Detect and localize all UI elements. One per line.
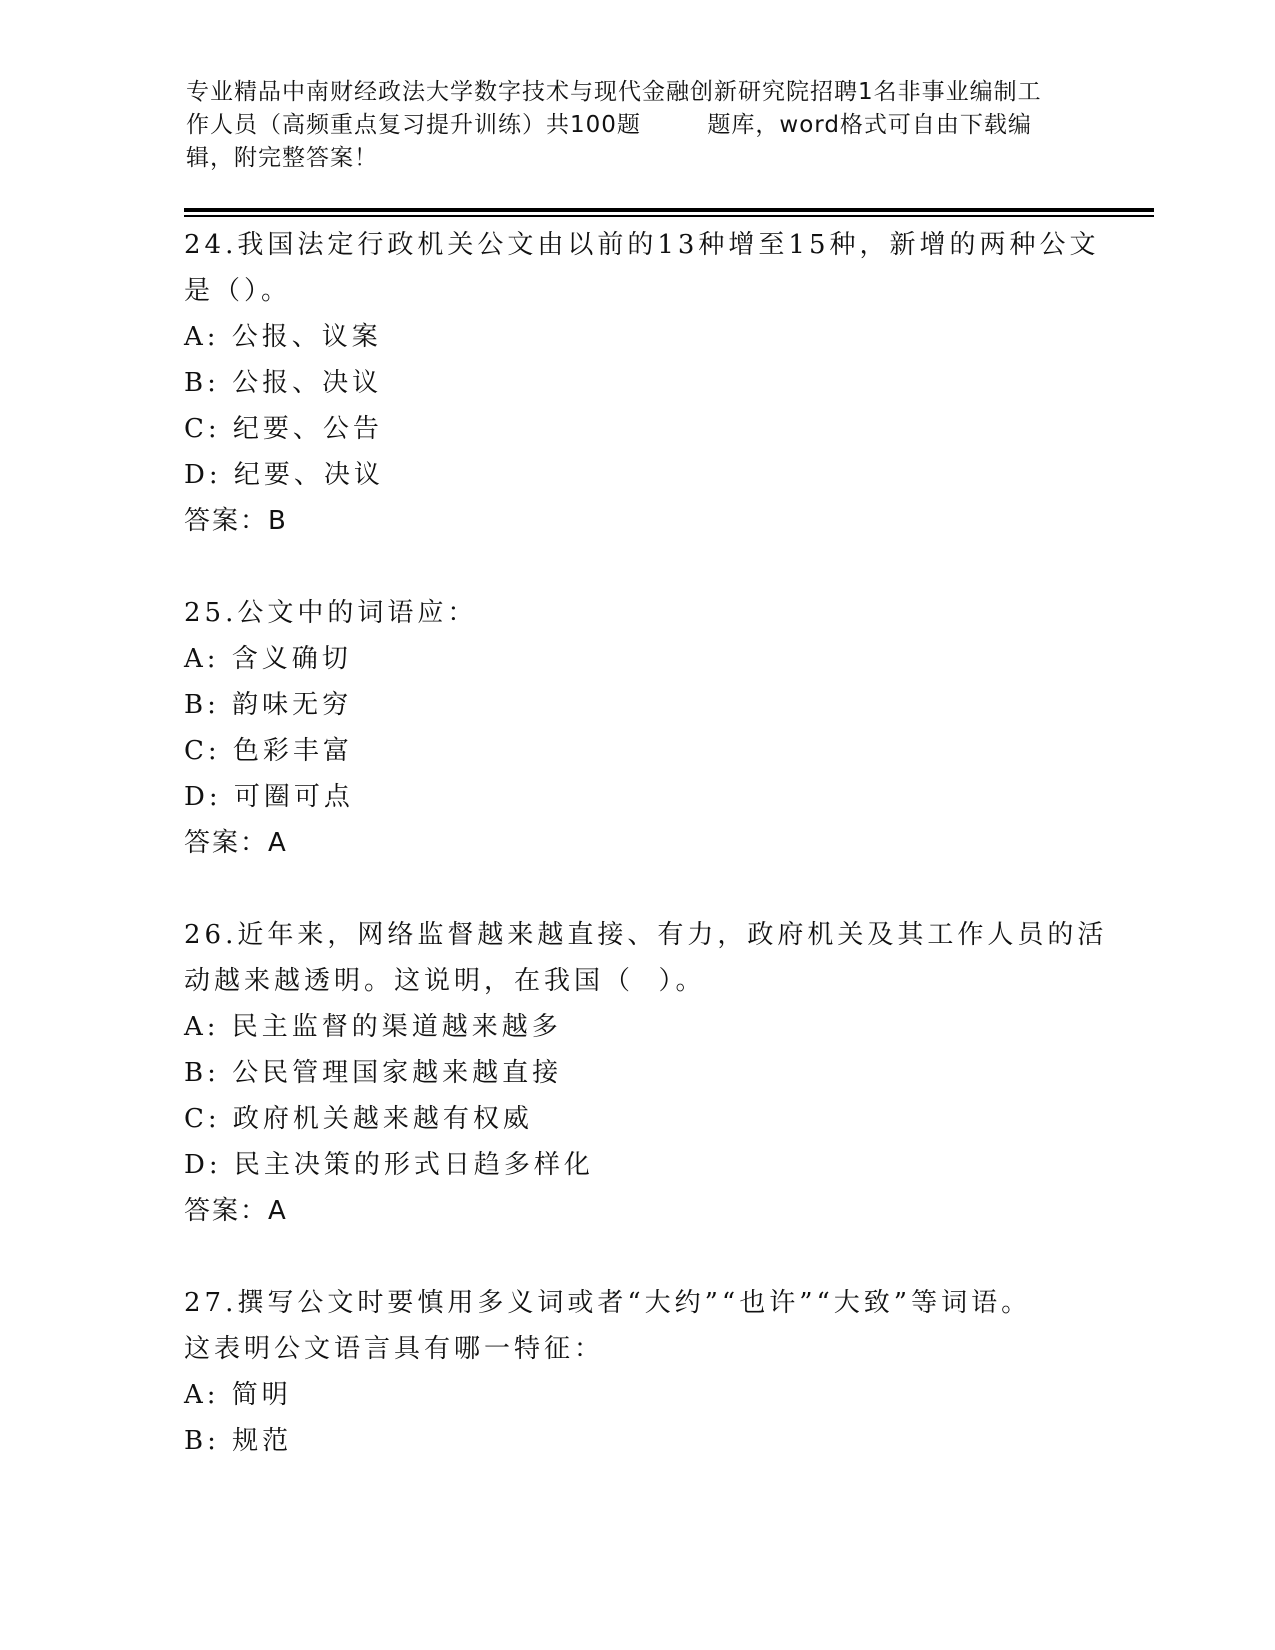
- stem-line: 25.公文中的词语应：: [184, 598, 478, 628]
- stem-line: 27.撰写公文时要慎用多义词或者“大约”“也许”“大致”等词语。: [184, 1288, 1032, 1318]
- question-list: [184, 222, 1144, 1464]
- question-stem: [184, 590, 1144, 636]
- option-a: A: 民主监督的渠道越来越多: [184, 1012, 562, 1042]
- question-24: [184, 222, 1144, 590]
- stem-line: 动越来越透明。这说明，在我国（ ）。: [184, 966, 706, 996]
- question-spacer: [184, 1234, 1144, 1280]
- question-stem: [184, 222, 1144, 314]
- option-d: D: 可圈可点: [184, 782, 354, 812]
- stem-line: 这表明公文语言具有哪一特征：: [184, 1334, 605, 1364]
- header-divider-thin: [184, 215, 1154, 217]
- question-27: [184, 1280, 1144, 1464]
- question-stem: [184, 1280, 1144, 1372]
- question-stem: [184, 912, 1144, 1004]
- question-26: [184, 912, 1144, 1280]
- option-c: C: 纪要、公告: [184, 414, 383, 444]
- header-line-2: 作人员（高频重点复习提升训练）共100题 题库，word格式可自由下载编: [186, 112, 1032, 138]
- document-header: [186, 76, 1086, 175]
- option-b: B: 韵味无穷: [184, 690, 353, 720]
- option-a: A: 公报、议案: [184, 322, 382, 352]
- question-25: [184, 590, 1144, 912]
- header-line-3: 辑，附完整答案！: [186, 145, 378, 171]
- option-a: A: 含义确切: [184, 644, 352, 674]
- stem-line: 24.我国法定行政机关公文由以前的13种增至15种，新增的两种公文: [184, 230, 1100, 260]
- question-spacer: [184, 866, 1144, 912]
- option-b: B: 公民管理国家越来越直接: [184, 1058, 563, 1088]
- stem-line: 26.近年来，网络监督越来越直接、有力，政府机关及其工作人员的活: [184, 920, 1108, 950]
- option-b: B: 规范: [184, 1426, 293, 1456]
- option-d: D: 民主决策的形式日趋多样化: [184, 1150, 594, 1180]
- option-b: B: 公报、决议: [184, 368, 383, 398]
- header-divider-thick: [184, 208, 1154, 212]
- answer-label: 答案：A: [184, 828, 288, 858]
- question-spacer: [184, 544, 1144, 590]
- option-a: A: 简明: [184, 1380, 292, 1410]
- option-c: C: 色彩丰富: [184, 736, 353, 766]
- answer-label: 答案：B: [184, 506, 288, 536]
- answer-label: 答案：A: [184, 1196, 288, 1226]
- stem-line: 是（）。: [184, 276, 292, 306]
- option-c: C: 政府机关越来越有权威: [184, 1104, 533, 1134]
- header-line-1: 专业精品中南财经政法大学数字技术与现代金融创新研究院招聘1名非事业编制工: [186, 79, 1042, 105]
- option-d: D: 纪要、决议: [184, 460, 384, 490]
